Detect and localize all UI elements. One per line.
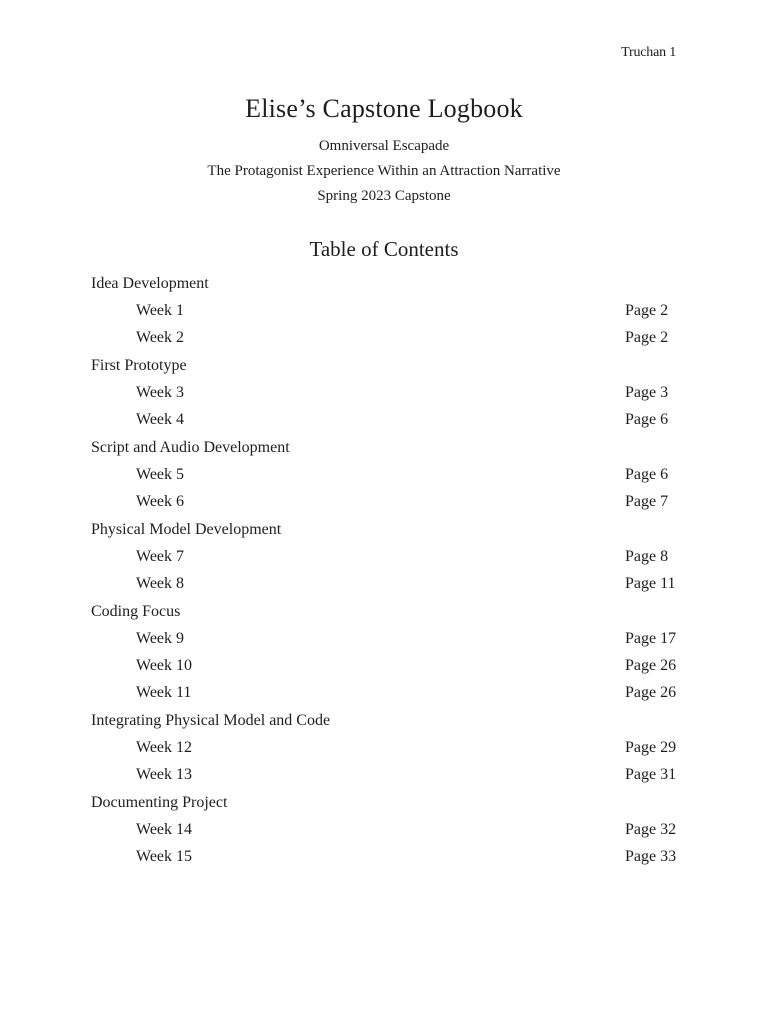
toc-entry-label: Week 2 (136, 329, 185, 346)
toc-entry-page: Page 6 (625, 411, 669, 428)
toc-entry-page: Page 2 (625, 329, 669, 346)
toc-entry[interactable] (91, 846, 677, 873)
toc-entry-label: Week 6 (136, 493, 185, 510)
subtitle-block (0, 137, 768, 212)
toc-section-title: Physical Model Development (91, 521, 282, 538)
toc-entry-label: Week 12 (136, 739, 193, 756)
toc-section (91, 710, 677, 791)
term-label: Spring 2023 Capstone (317, 188, 451, 204)
toc-entry-page: Page 26 (625, 684, 677, 701)
toc-entry[interactable] (91, 382, 677, 409)
toc-entry-page: Page 3 (625, 384, 669, 401)
toc-entry-label: Week 15 (136, 848, 193, 865)
toc-entry[interactable] (91, 682, 677, 709)
toc-entry[interactable] (91, 764, 677, 791)
toc-section-title: Coding Focus (91, 603, 181, 620)
toc-entry-label: Week 11 (136, 684, 192, 701)
toc-entry-label: Week 10 (136, 657, 193, 674)
toc-entry[interactable] (91, 737, 677, 764)
toc-entry-label: Week 8 (136, 575, 185, 592)
toc-entry[interactable] (91, 409, 677, 436)
toc-entry-page: Page 31 (625, 766, 677, 783)
toc-section-title: Idea Development (91, 275, 209, 292)
toc-entry-label: Week 5 (136, 466, 185, 483)
toc-entry[interactable] (91, 491, 677, 518)
toc-entry[interactable] (91, 546, 677, 573)
toc-entry-page: Page 17 (625, 630, 677, 647)
toc-section (91, 437, 677, 518)
toc-entry-label: Week 4 (136, 411, 185, 428)
document-title: Elise’s Capstone Logbook (245, 94, 523, 123)
toc-entry-page: Page 11 (625, 575, 676, 592)
project-subtitle: The Protagonist Experience Within an Attraction Narrative (207, 163, 561, 179)
toc-entry-page: Page 8 (625, 548, 669, 565)
toc-section-title: First Prototype (91, 357, 187, 374)
toc-entry-page: Page 2 (625, 302, 669, 319)
toc-entry-label: Week 3 (136, 384, 185, 401)
toc-entry[interactable] (91, 573, 677, 600)
toc-section (91, 273, 677, 354)
toc-entry[interactable] (91, 464, 677, 491)
toc-section (91, 601, 677, 709)
toc-section-title: Integrating Physical Model and Code (91, 712, 331, 729)
toc-section (91, 355, 677, 436)
toc-section (91, 519, 677, 600)
toc-entry[interactable] (91, 655, 677, 682)
table-of-contents (91, 273, 677, 874)
toc-section (91, 792, 677, 873)
toc-entry-label: Week 1 (136, 302, 185, 319)
toc-entry[interactable] (91, 327, 677, 354)
project-name: Omniversal Escapade (318, 138, 450, 154)
toc-entry-page: Page 7 (625, 493, 669, 510)
toc-entry-page: Page 32 (625, 821, 677, 838)
toc-section-title: Script and Audio Development (91, 439, 290, 456)
toc-entry-label: Week 13 (136, 766, 193, 783)
toc-entry-label: Week 7 (136, 548, 185, 565)
toc-entry-page: Page 29 (625, 739, 677, 756)
toc-entry-label: Week 9 (136, 630, 185, 647)
toc-entry-label: Week 14 (136, 821, 193, 838)
toc-entry-page: Page 33 (625, 848, 677, 865)
toc-entry-page: Page 6 (625, 466, 669, 483)
running-head: Truchan 1 (621, 45, 676, 60)
toc-entry[interactable] (91, 819, 677, 846)
toc-entry-page: Page 26 (625, 657, 677, 674)
toc-entry[interactable] (91, 628, 677, 655)
toc-entry[interactable] (91, 300, 677, 327)
toc-section-title: Documenting Project (91, 794, 228, 811)
toc-heading: Table of Contents (309, 237, 459, 261)
